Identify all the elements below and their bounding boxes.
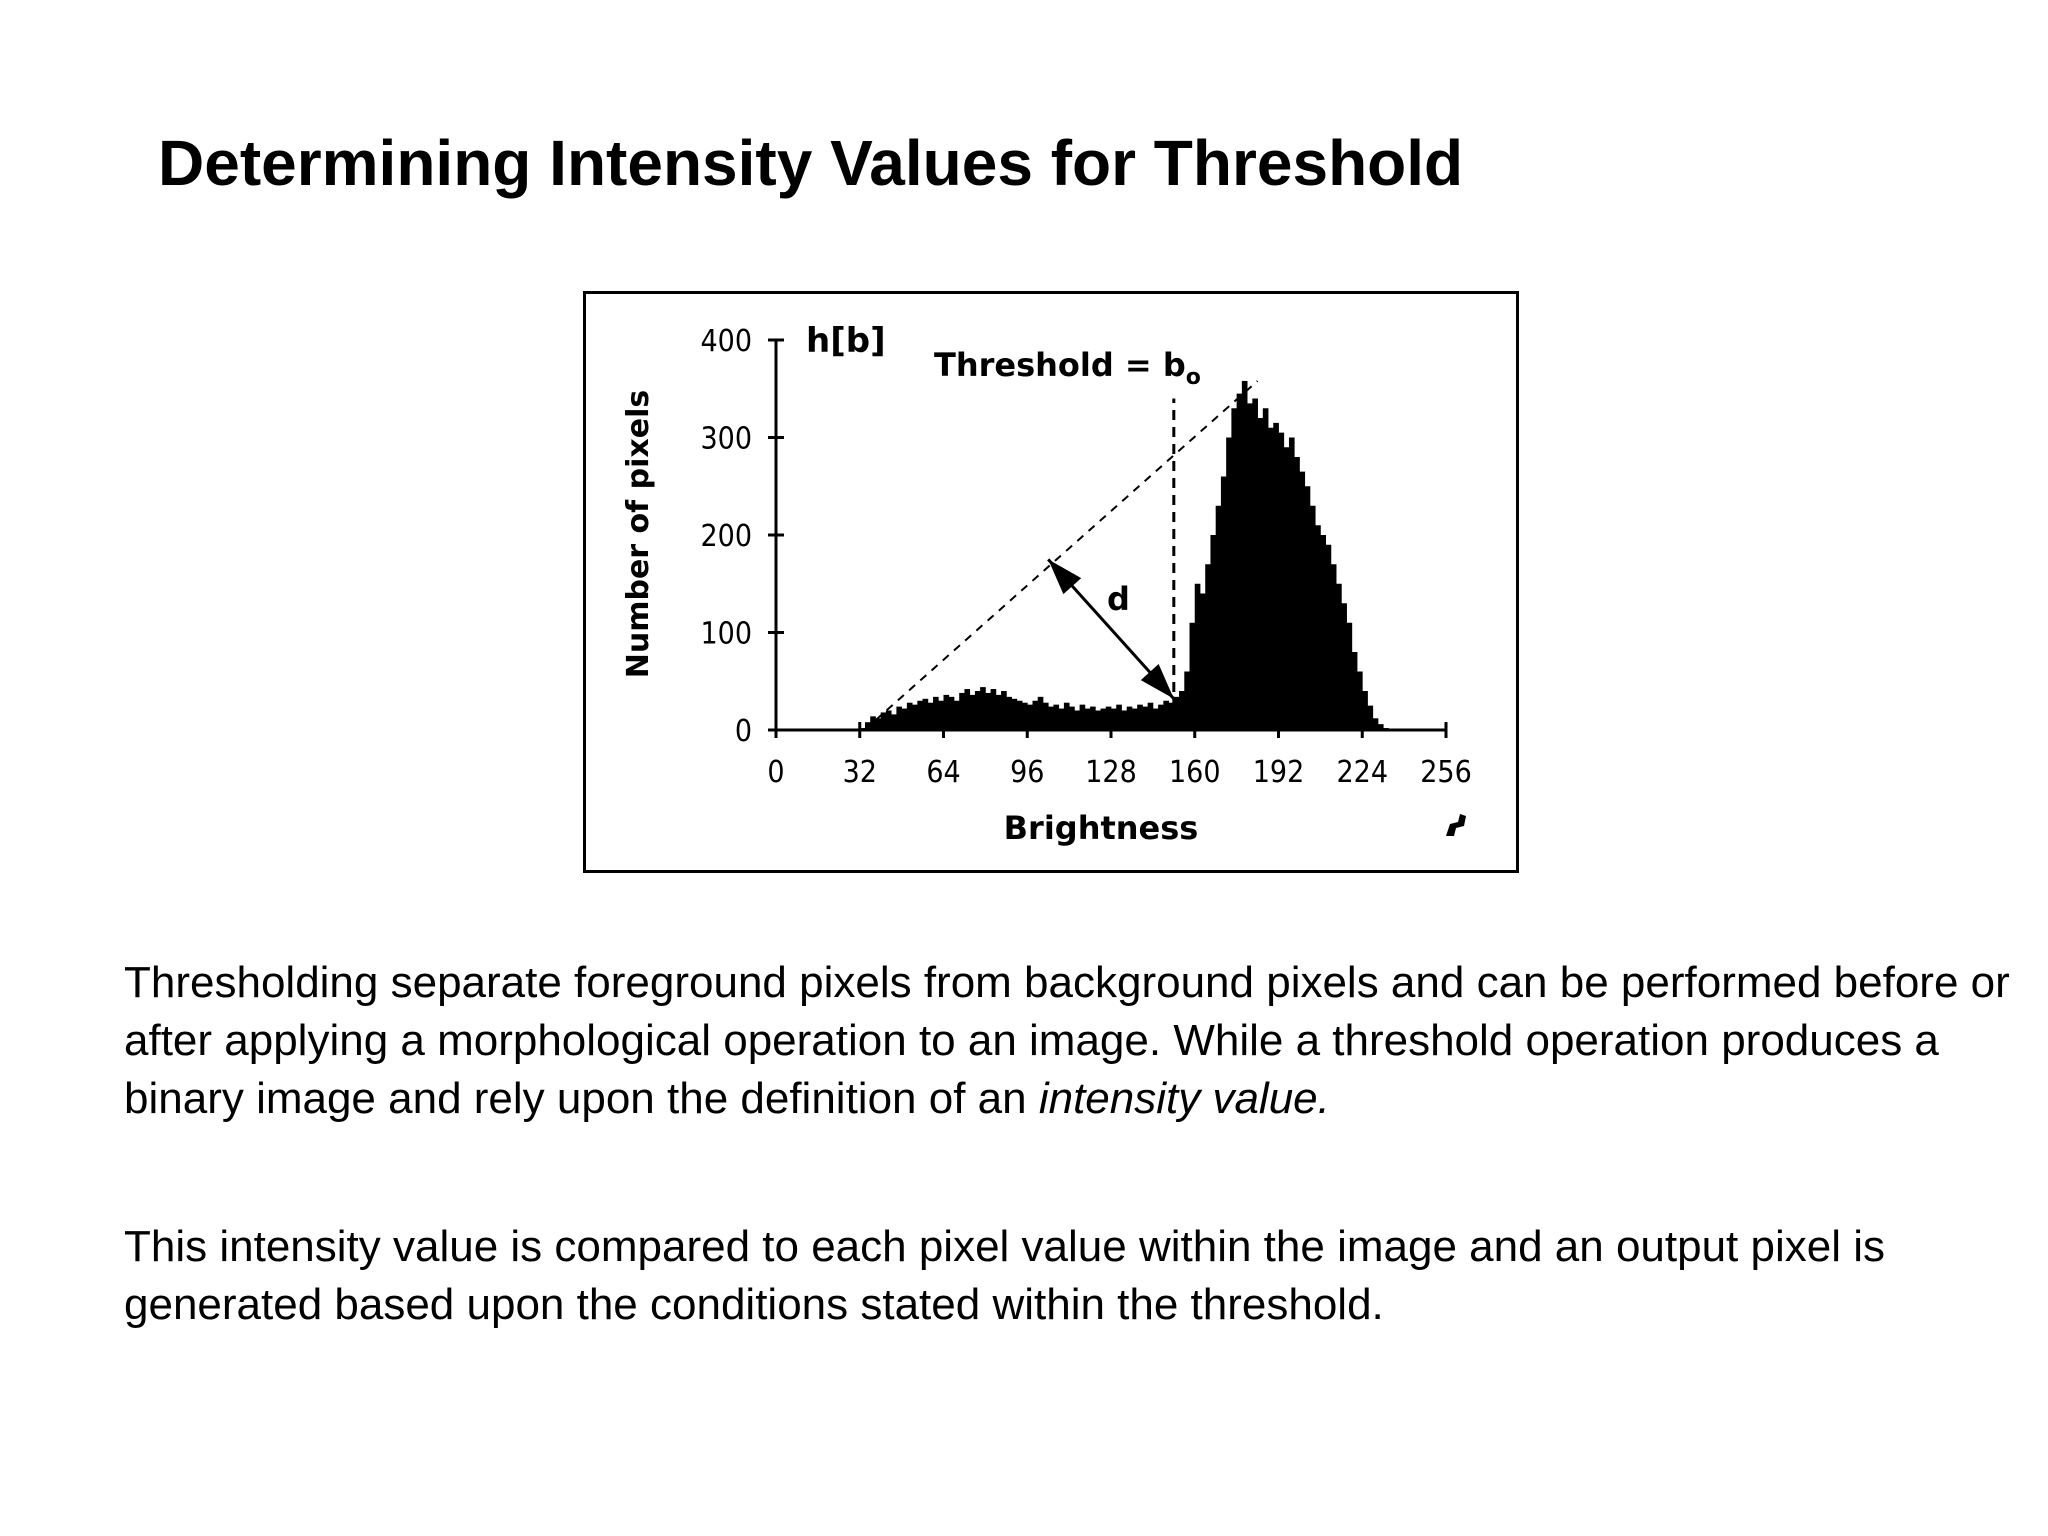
histogram-bar xyxy=(870,716,876,730)
histogram-bar xyxy=(1179,691,1185,730)
paragraph-1-italic: intensity value. xyxy=(1038,1074,1330,1123)
histogram-bar xyxy=(1043,703,1049,730)
threshold-subscript: o xyxy=(1185,365,1201,390)
histogram-bar xyxy=(1038,697,1044,730)
x-tick-label: 0 xyxy=(767,755,785,790)
histogram-bar xyxy=(912,705,918,730)
histogram-bar xyxy=(1237,394,1243,730)
x-tick-label: 96 xyxy=(1010,755,1045,790)
chart-title: h[b] xyxy=(806,321,886,361)
histogram-bar xyxy=(1221,477,1227,731)
histogram-bar xyxy=(1226,438,1232,731)
x-tick-label: 224 xyxy=(1336,755,1389,790)
histogram-bar xyxy=(1347,623,1353,730)
histogram-figure xyxy=(583,291,1519,873)
histogram-bar xyxy=(964,689,970,730)
paragraph-1 xyxy=(124,954,2024,1128)
x-tick-label: 160 xyxy=(1168,755,1221,790)
histogram-bar xyxy=(933,697,939,730)
histogram-bar xyxy=(1064,703,1070,730)
histogram-bar xyxy=(1059,709,1065,730)
histogram-bar xyxy=(1216,506,1222,730)
histogram-bar xyxy=(1357,672,1363,731)
histogram-bar xyxy=(1153,709,1159,730)
histogram-bar xyxy=(975,691,981,730)
histogram-bar xyxy=(1326,545,1332,730)
histogram-bar xyxy=(970,695,976,730)
histogram-bar xyxy=(1305,486,1311,730)
histogram-bar xyxy=(1367,706,1373,730)
histogram-bar xyxy=(1121,711,1127,731)
histogram-bar xyxy=(1069,707,1075,730)
histogram-bar xyxy=(1184,672,1190,731)
histogram-area-layer xyxy=(860,381,1389,730)
y-axis-label: Number of pixels xyxy=(621,389,656,679)
histogram-bar xyxy=(954,701,960,730)
histogram-bar xyxy=(1268,428,1274,730)
y-tick-label: 400 xyxy=(700,324,752,359)
histogram-bar xyxy=(991,689,997,730)
histogram-bar xyxy=(1273,423,1279,730)
histogram-bar xyxy=(1137,705,1143,730)
histogram-bar xyxy=(1279,433,1285,730)
distance-label: d xyxy=(1107,580,1130,618)
histogram-bar xyxy=(1017,701,1023,730)
histogram-bar xyxy=(1247,403,1253,730)
histogram-bar xyxy=(1352,652,1358,730)
threshold-label-text: Threshold = b xyxy=(934,346,1186,384)
histogram-bar xyxy=(1132,709,1138,730)
histogram-bar xyxy=(1195,584,1201,730)
histogram-bar xyxy=(996,695,1002,730)
histogram-bar xyxy=(1200,594,1206,731)
histogram-bar xyxy=(1074,711,1080,731)
histogram-bar xyxy=(923,699,929,730)
histogram-bar xyxy=(1012,699,1018,730)
histogram-bar xyxy=(1163,701,1169,730)
histogram-bar xyxy=(1336,584,1342,730)
histogram-bar xyxy=(1080,705,1086,730)
histogram-bar xyxy=(1048,707,1054,730)
histogram-bar xyxy=(1095,711,1101,731)
histogram-bar xyxy=(1242,381,1248,730)
histogram-bar xyxy=(1263,408,1269,730)
histogram-bar xyxy=(907,703,913,730)
histogram-bar xyxy=(1142,707,1148,730)
histogram-bar xyxy=(1090,707,1096,730)
histogram-bar xyxy=(1310,506,1316,730)
histogram-bar xyxy=(985,693,991,730)
corner-glyph-icon xyxy=(1446,814,1466,836)
x-tick-label: 192 xyxy=(1252,755,1305,790)
histogram-bar xyxy=(1053,705,1059,730)
histogram-bar xyxy=(896,707,902,730)
x-tick-label: 256 xyxy=(1420,755,1472,790)
histogram-bar xyxy=(891,714,897,730)
histogram-bar xyxy=(1289,438,1295,731)
histogram-bar xyxy=(1231,408,1237,730)
histogram-bar xyxy=(1101,709,1107,730)
histogram-bar xyxy=(1341,603,1347,730)
histogram-bar xyxy=(1190,623,1196,730)
histogram-bar xyxy=(1331,564,1337,730)
x-tick-label: 64 xyxy=(926,755,961,790)
y-tick-label: 0 xyxy=(734,714,752,749)
histogram-bar xyxy=(1252,399,1258,731)
histogram-bar xyxy=(1032,701,1038,730)
histogram-bar xyxy=(980,687,986,730)
x-tick-label: 128 xyxy=(1085,755,1137,790)
x-tick-label: 32 xyxy=(842,755,877,790)
y-tick-label: 300 xyxy=(700,421,752,457)
histogram-bar xyxy=(917,701,923,730)
histogram-bar xyxy=(928,703,934,730)
histogram-bar xyxy=(1320,535,1326,730)
histogram-bar xyxy=(1116,705,1122,730)
histogram-bar xyxy=(1205,564,1211,730)
histogram-bar xyxy=(1315,525,1321,730)
x-axis-label: Brightness xyxy=(1003,809,1199,847)
histogram-bar xyxy=(1258,418,1264,730)
histogram-bar xyxy=(1210,535,1216,730)
histogram-bar xyxy=(1284,447,1290,730)
histogram-bar xyxy=(886,711,892,731)
histogram-bar xyxy=(1148,703,1154,730)
histogram-bar xyxy=(949,697,955,730)
histogram-bar xyxy=(902,709,908,730)
y-tick-label: 100 xyxy=(700,616,752,652)
histogram-bar xyxy=(1294,457,1300,730)
histogram-bar xyxy=(1158,705,1164,730)
histogram-bar xyxy=(959,693,965,730)
histogram-bar xyxy=(1085,709,1091,730)
histogram-chart xyxy=(586,294,1516,870)
paragraph-2: This intensity value is compared to each pixel value within the image and an output pixel is generated based upon the conditions stated within the threshold. xyxy=(124,1222,1885,1329)
histogram-bar xyxy=(1373,718,1379,730)
histogram-bar xyxy=(1299,472,1305,730)
y-tick-label: 200 xyxy=(700,519,752,554)
histogram-bar xyxy=(1006,697,1012,730)
threshold-label xyxy=(934,346,1201,390)
slide-title: Determining Intensity Values for Threshold xyxy=(158,127,1464,199)
histogram-bar xyxy=(1127,707,1133,730)
paragraph-1-main: Thresholding separate foreground pixels from background pixels and can be performed before or after applying a morphological operation to an image. While a threshold operation produces a binary image and rely upon the definition of an xyxy=(124,958,2010,1123)
histogram-bar xyxy=(1001,691,1007,730)
